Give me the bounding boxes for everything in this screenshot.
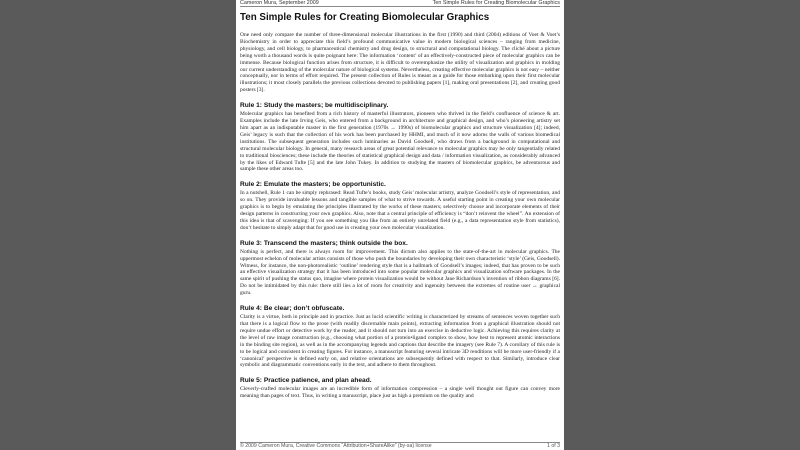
- page-header: [240, 0, 560, 7]
- rule-2-heading: Rule 2: Emulate the masters; be opportunistic.: [240, 181, 386, 189]
- footer-license: © 2009 Cameron Mura, Creative Commons “Attribution+ShareAlike” (by-sa) license: [240, 443, 432, 449]
- page-content: [240, 12, 560, 441]
- rule-2-text: In a nutshell, Rule 1 can be simply rephrased: Read Tufte’s books, study Geis’ molecular artistry, analyze Goodsell’s style of representation, and so on. They provide invaluable lessons and tangible samples of what to strive towards. A useful starting point in creating your own molecular graphics is to begin by emulating the principles illustrated by the works of these masters; selectively choose and incorporate elements of their design patterns in constructing your own graphics. Also, note that a central principle of efficiency is “don’t reinvent the wheel”. An extension of this idea is that of scavenging: If you see something you like from an entirely unrelated field (e.g., a data representation style from statistics), don’t hesitate to simply adapt that for good use in creating your own molecular visualization.: [240, 190, 560, 231]
- page-footer: [240, 442, 560, 450]
- header-author-date: Cameron Mura, September 2009: [240, 0, 319, 6]
- rule-5-section: [240, 377, 560, 400]
- rule-4-heading: Rule 4: Be clear; don’t obfuscate.: [240, 305, 345, 313]
- footer-page-number: 1 of 3: [547, 443, 560, 449]
- header-running-title: Ten Simple Rules for Creating Biomolecular Graphics: [432, 0, 560, 6]
- rule-2-section: [240, 181, 560, 231]
- rule-3-heading: Rule 3: Transcend the masters; think outside the box.: [240, 239, 408, 247]
- rule-5-heading: Rule 5: Practice patience, and plan ahead.: [240, 377, 372, 385]
- rule-1-text: Molecular graphics has benefited from a rich history of masterful illustrators, pioneers who thrived in the field’s confluence of science & art. Examples include the late Irving Geis, who entered from a background in architecture and graphical design, and who’s pioneering artistry set him apart as an indisputable master in the first generation (1970s → 1990s) of biomolecular graphics and structure visualization [4]; indeed, Geis’ legacy is such that the collection of his work has been purchased by HHMI, and much of it now adorns the walls of various biomedical institutions. The subsequent generation includes such luminaries as David Goodsell, who draws from a background in computational and structural molecular biology. In general, many research areas of great potential relevance to molecular graphics may be only tangentially related to traditional biosciences; these include the theories of statistical graphical design and data / information visualization, as considerably advanced by the likes of Edward Tufte [5] and the late John Tukey. In addition to studying the masters of biomolecular graphics, be adventurous and sample these other areas too.: [240, 111, 560, 173]
- rule-4-section: [240, 305, 560, 369]
- rule-1-section: [240, 102, 560, 173]
- rule-5-text: Cleverly-crafted molecular images are an incredible form of information compression – a single well thought out figure can convey more meaning than pages of text. Thus, in writing a manuscript, place just as high a premium on the quality and: [240, 386, 560, 400]
- rule-3-section: [240, 240, 560, 297]
- rule-3-text: Nothing is perfect, and there is always room for improvement. This dictum also applies to the state-of-the-art in molecular graphics. The uppermost echelon of molecular artists consists of those who push the boundaries by developing their own characteristic ‘style’ (Geis, Goodsell). Witness, for instance, the non-photorealistic ‘outline’ rendering style that is a hallmark of Goodsell’s images; indeed, that has proven to be such an effective visualization strategy that it has been introduced into some popular molecular graphics and visualization software packages. In the same spirit of pushing the status quo, imagine where protein visualization would be without Jane Richardson’s invention of ribbon diagrams [6]. Do not be intimidated by this rule: there still lies a lot of room for creativity and ingenuity between the extremes of routine user ↔ graphical guru.: [240, 248, 560, 297]
- document-title: Ten Simple Rules for Creating Biomolecular Graphics: [240, 12, 490, 23]
- document-page: [236, 0, 564, 450]
- rule-1-heading: Rule 1: Study the masters; be multidisciplinary.: [240, 102, 389, 110]
- intro-paragraph: One need only compare the number of three-dimensional molecular illustrations in the first (1990) and third (2004) editions of Voet & Voet’s Biochemistry in order to appreciate this field’s profound communicative value in modern biological sciences – ranging from medicine, physiology, and cell biology, to pharmaceutical chemistry and drug design, to structural and computational biology. The cliché about a picture being worth a thousand words is quite poignant here: The information ‘content’ of an effectively-constructed piece of molecular graphics can be immense. Because biological function arises from structure, it is difficult to overemphasize the utility of visualization and graphics in molding our current understanding of the molecular nature of biological systems. Nevertheless, creating effective molecular graphics is not easy – neither conceptually, nor in terms of effort required. The present collection of Rules is meant as a guide for those embarking upon their first molecular illustrations; it most closely parallels the previous collections devoted to publishing papers [1], making oral presentations [2], and creating good posters [3].: [240, 32, 560, 94]
- rule-4-text: Clarity is a virtue, both in principle and in practice. Just as lucid scientific writing is characterized by streams of sentences woven together such that there is a logical flow to the prose (with readily discernable main points), extracting information from a graphical illustration should not require undue effort or detective work by the reader, and it should not turn into an exercise in deductive logic. Achieving this requires clarity at the level of raw image construction (e.g., choosing what portion of a protein•ligand complex to show, how best to represent atomic interactions in the binding site region), as well as in the accompanying legends and captions that describe the imagery (see Rule 7). A corollary of this rule is to be logical and consistent in creating figures. For instance, a manuscript featuring several intricate 3D renditions will be more user-friendly if a ‘canonical’ perspective is defined early on, and relative orientations are subsequently defined with respect to that. Similarly, introduce clear symbolic and diagrammatic conventions early in the text, and adhere to them throughout.: [240, 314, 560, 369]
